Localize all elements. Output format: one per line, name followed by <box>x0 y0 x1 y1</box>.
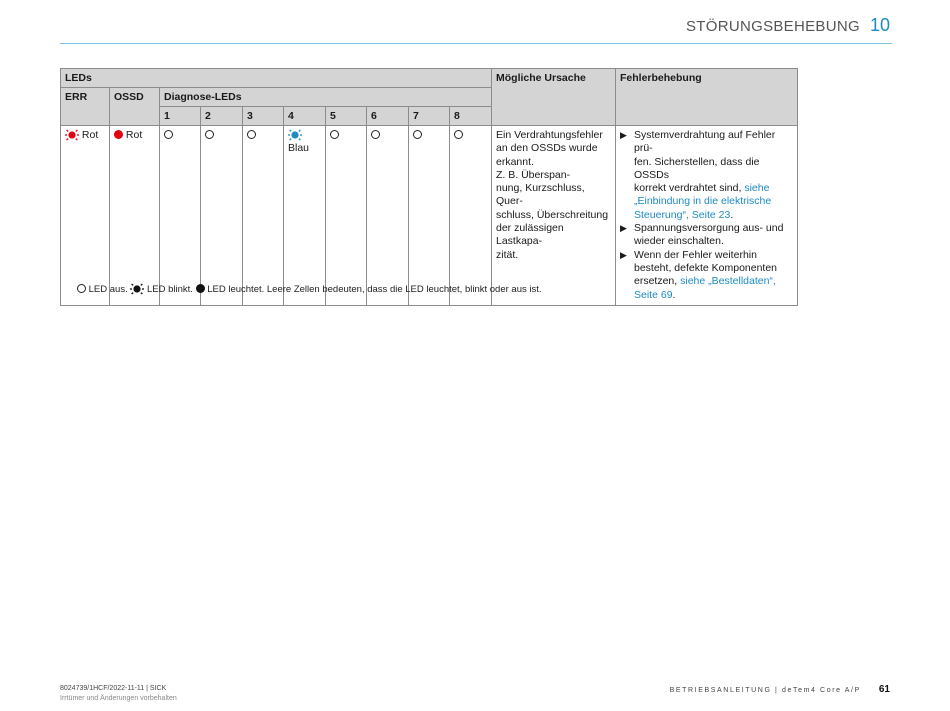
led-off-icon <box>164 130 173 139</box>
legend-on-text: LED leuchtet. Leere Zellen bedeuten, dass die LED leuchtet, blinkt oder aus ist. <box>207 284 542 295</box>
fix-line: Systemverdrahtung auf Fehler prü- <box>634 129 776 155</box>
led-off-icon <box>454 130 463 139</box>
cell-diag-2 <box>201 126 243 306</box>
err-color-label: Rot <box>81 129 99 141</box>
led-blink-blue-icon <box>288 129 302 141</box>
diag-number: 4 <box>284 107 326 126</box>
cause-line: Z. B. Überspan- <box>496 168 571 181</box>
fix-line: besteht, defekte Komponenten <box>634 261 778 274</box>
cause-line: schluss, Überschreitung <box>496 208 609 221</box>
fix-line: Spannungsversorgung aus- und <box>634 222 784 235</box>
fix-line: ersetzen, <box>634 275 678 288</box>
punctuation: . <box>672 288 676 301</box>
page-header <box>686 15 890 36</box>
diag-number: 6 <box>367 107 409 126</box>
diag-number: 1 <box>160 107 201 126</box>
diag-number: 7 <box>409 107 450 126</box>
bullet-arrow-icon: ▶ <box>620 130 627 140</box>
led-off-icon <box>371 130 380 139</box>
cell-diag-7 <box>409 126 450 306</box>
legend-blink-text: LED blinkt. <box>147 284 193 295</box>
cell-diag-8 <box>450 126 492 306</box>
cell-diag-3 <box>243 126 284 306</box>
cell-cause <box>492 126 616 306</box>
link-einbindung-page[interactable]: Steuerung“, Seite 23 <box>634 208 731 221</box>
manual-title: BETRIEBSANLEITUNG | deTem4 Core A/P <box>669 687 861 694</box>
cell-diag-4 <box>284 126 326 306</box>
led-off-icon <box>330 130 339 139</box>
cause-line: Ein Verdrahtungsfehler <box>496 129 603 141</box>
led-off-icon <box>247 130 256 139</box>
diag-number: 2 <box>201 107 243 126</box>
punctuation: . <box>730 208 734 221</box>
fix-item <box>620 222 793 249</box>
bullet-arrow-icon: ▶ <box>620 249 627 260</box>
led-off-icon <box>77 284 86 293</box>
cell-err <box>61 126 110 306</box>
diag-number: 5 <box>326 107 367 126</box>
led-blink-icon <box>130 283 144 295</box>
cause-line: erkannt. <box>496 155 534 168</box>
header-divider <box>60 43 892 44</box>
fix-line: wieder einschalten. <box>634 235 724 248</box>
header-diag: Diagnose-LEDs <box>160 88 492 107</box>
fix-list <box>620 129 793 302</box>
cause-line: der zulässigen Lastkapa- <box>496 222 564 248</box>
cell-diag-5 <box>326 126 367 306</box>
cell-ossd <box>110 126 160 306</box>
diag4-color-label: Blau <box>288 142 310 155</box>
link-einbindung[interactable]: siehe <box>744 182 770 195</box>
fix-line: Wenn der Fehler weiterhin <box>634 248 757 261</box>
link-bestelldaten-page[interactable]: Seite 69 <box>634 288 673 301</box>
header-cause: Mögliche Ursache <box>492 69 616 126</box>
footer-right <box>670 684 890 695</box>
link-bestelldaten[interactable]: siehe „Bestelldaten“, <box>680 275 776 288</box>
chapter-number: 10 <box>869 15 890 35</box>
cell-fix <box>616 126 798 306</box>
troubleshooting-table <box>60 68 798 306</box>
header-err: ERR <box>61 88 110 126</box>
cell-diag-1 <box>160 126 201 306</box>
disclaimer: Irrtümer und Änderungen vorbehalten <box>60 695 177 702</box>
page-number: 61 <box>878 684 890 695</box>
cause-line: zität. <box>496 248 519 261</box>
led-on-red-icon <box>114 130 123 139</box>
fix-line: fen. Sicherstellen, dass die OSSDs <box>634 155 760 181</box>
led-off-icon <box>205 130 214 139</box>
fix-item <box>620 249 793 302</box>
header-fix: Fehlerbehebung <box>616 69 798 126</box>
table-row <box>61 126 798 306</box>
legend-off-text: LED aus. <box>88 284 128 295</box>
cause-line: nung, Kurzschluss, Quer- <box>496 182 585 208</box>
footer-left <box>60 684 177 704</box>
doc-id: 8024739/1HCF/2022-11-11 | SICK <box>60 685 167 692</box>
fix-line: korrekt verdrahtet sind, <box>634 182 742 195</box>
led-off-icon <box>413 130 422 139</box>
diag-number: 3 <box>243 107 284 126</box>
header-ossd: OSSD <box>110 88 160 126</box>
fix-item <box>620 129 793 222</box>
legend-note <box>77 283 542 295</box>
cell-diag-6 <box>367 126 409 306</box>
section-title: STÖRUNGSBEHEBUNG <box>685 18 860 35</box>
header-leds: LEDs <box>61 69 492 88</box>
ossd-color-label: Rot <box>125 129 143 141</box>
led-blink-red-icon <box>65 129 79 141</box>
diag-number: 8 <box>450 107 492 126</box>
table-header-row <box>61 69 798 88</box>
bullet-arrow-icon: ▶ <box>620 223 627 234</box>
cause-line: an den OSSDs wurde <box>496 142 598 155</box>
led-on-icon <box>196 284 205 293</box>
link-einbindung-text[interactable]: „Einbindung in die elektrische <box>634 195 772 208</box>
